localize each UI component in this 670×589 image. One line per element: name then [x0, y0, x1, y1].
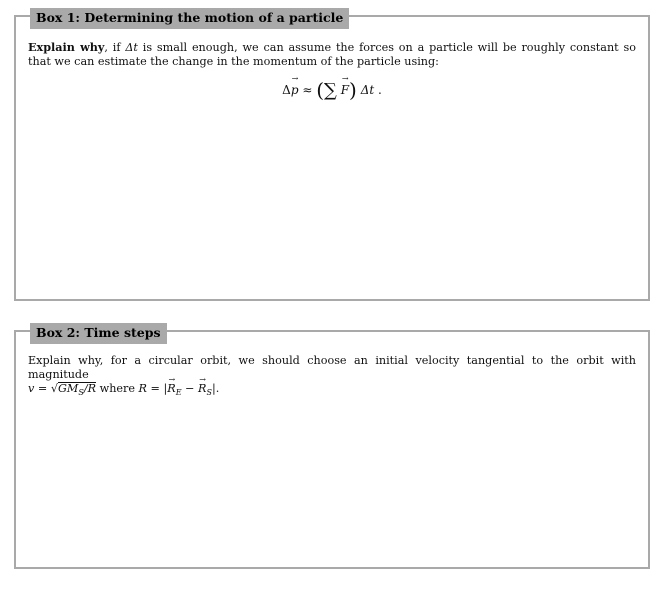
momentum-vector: p →	[291, 83, 299, 97]
sum-symbol: ∑	[324, 80, 337, 101]
momentum-formula: Δp → ≈ (∑ F →) Δt .	[16, 78, 648, 102]
force-vector: F →	[341, 83, 349, 97]
sun-position-vector: R →	[198, 382, 206, 396]
box-1	[14, 10, 650, 301]
box-2	[14, 325, 650, 569]
box-2-text: Explain why, for a circular orbit, we should choose an initial velocity tangential to the orbit with magnitude $v = √GM_S/R$ where $R = |R \to_E - R \to_S|$.	[28, 354, 636, 400]
earth-position-vector: R →	[167, 382, 175, 396]
box-1-title: Box 1: Determining the motion of a particle	[30, 8, 349, 29]
box-1-lead: Explain why	[28, 40, 105, 54]
box-1-text: Explain why, if Δt is small enough, we can assume the forces on a particle will be roughly constant so that we can estimate the change in the momentum of the particle using:	[28, 40, 636, 68]
box-2-title: Box 2: Time steps	[30, 323, 167, 344]
delta-t: Δt	[125, 41, 138, 54]
sqrt-expression: $GM_S/R$	[57, 382, 97, 398]
